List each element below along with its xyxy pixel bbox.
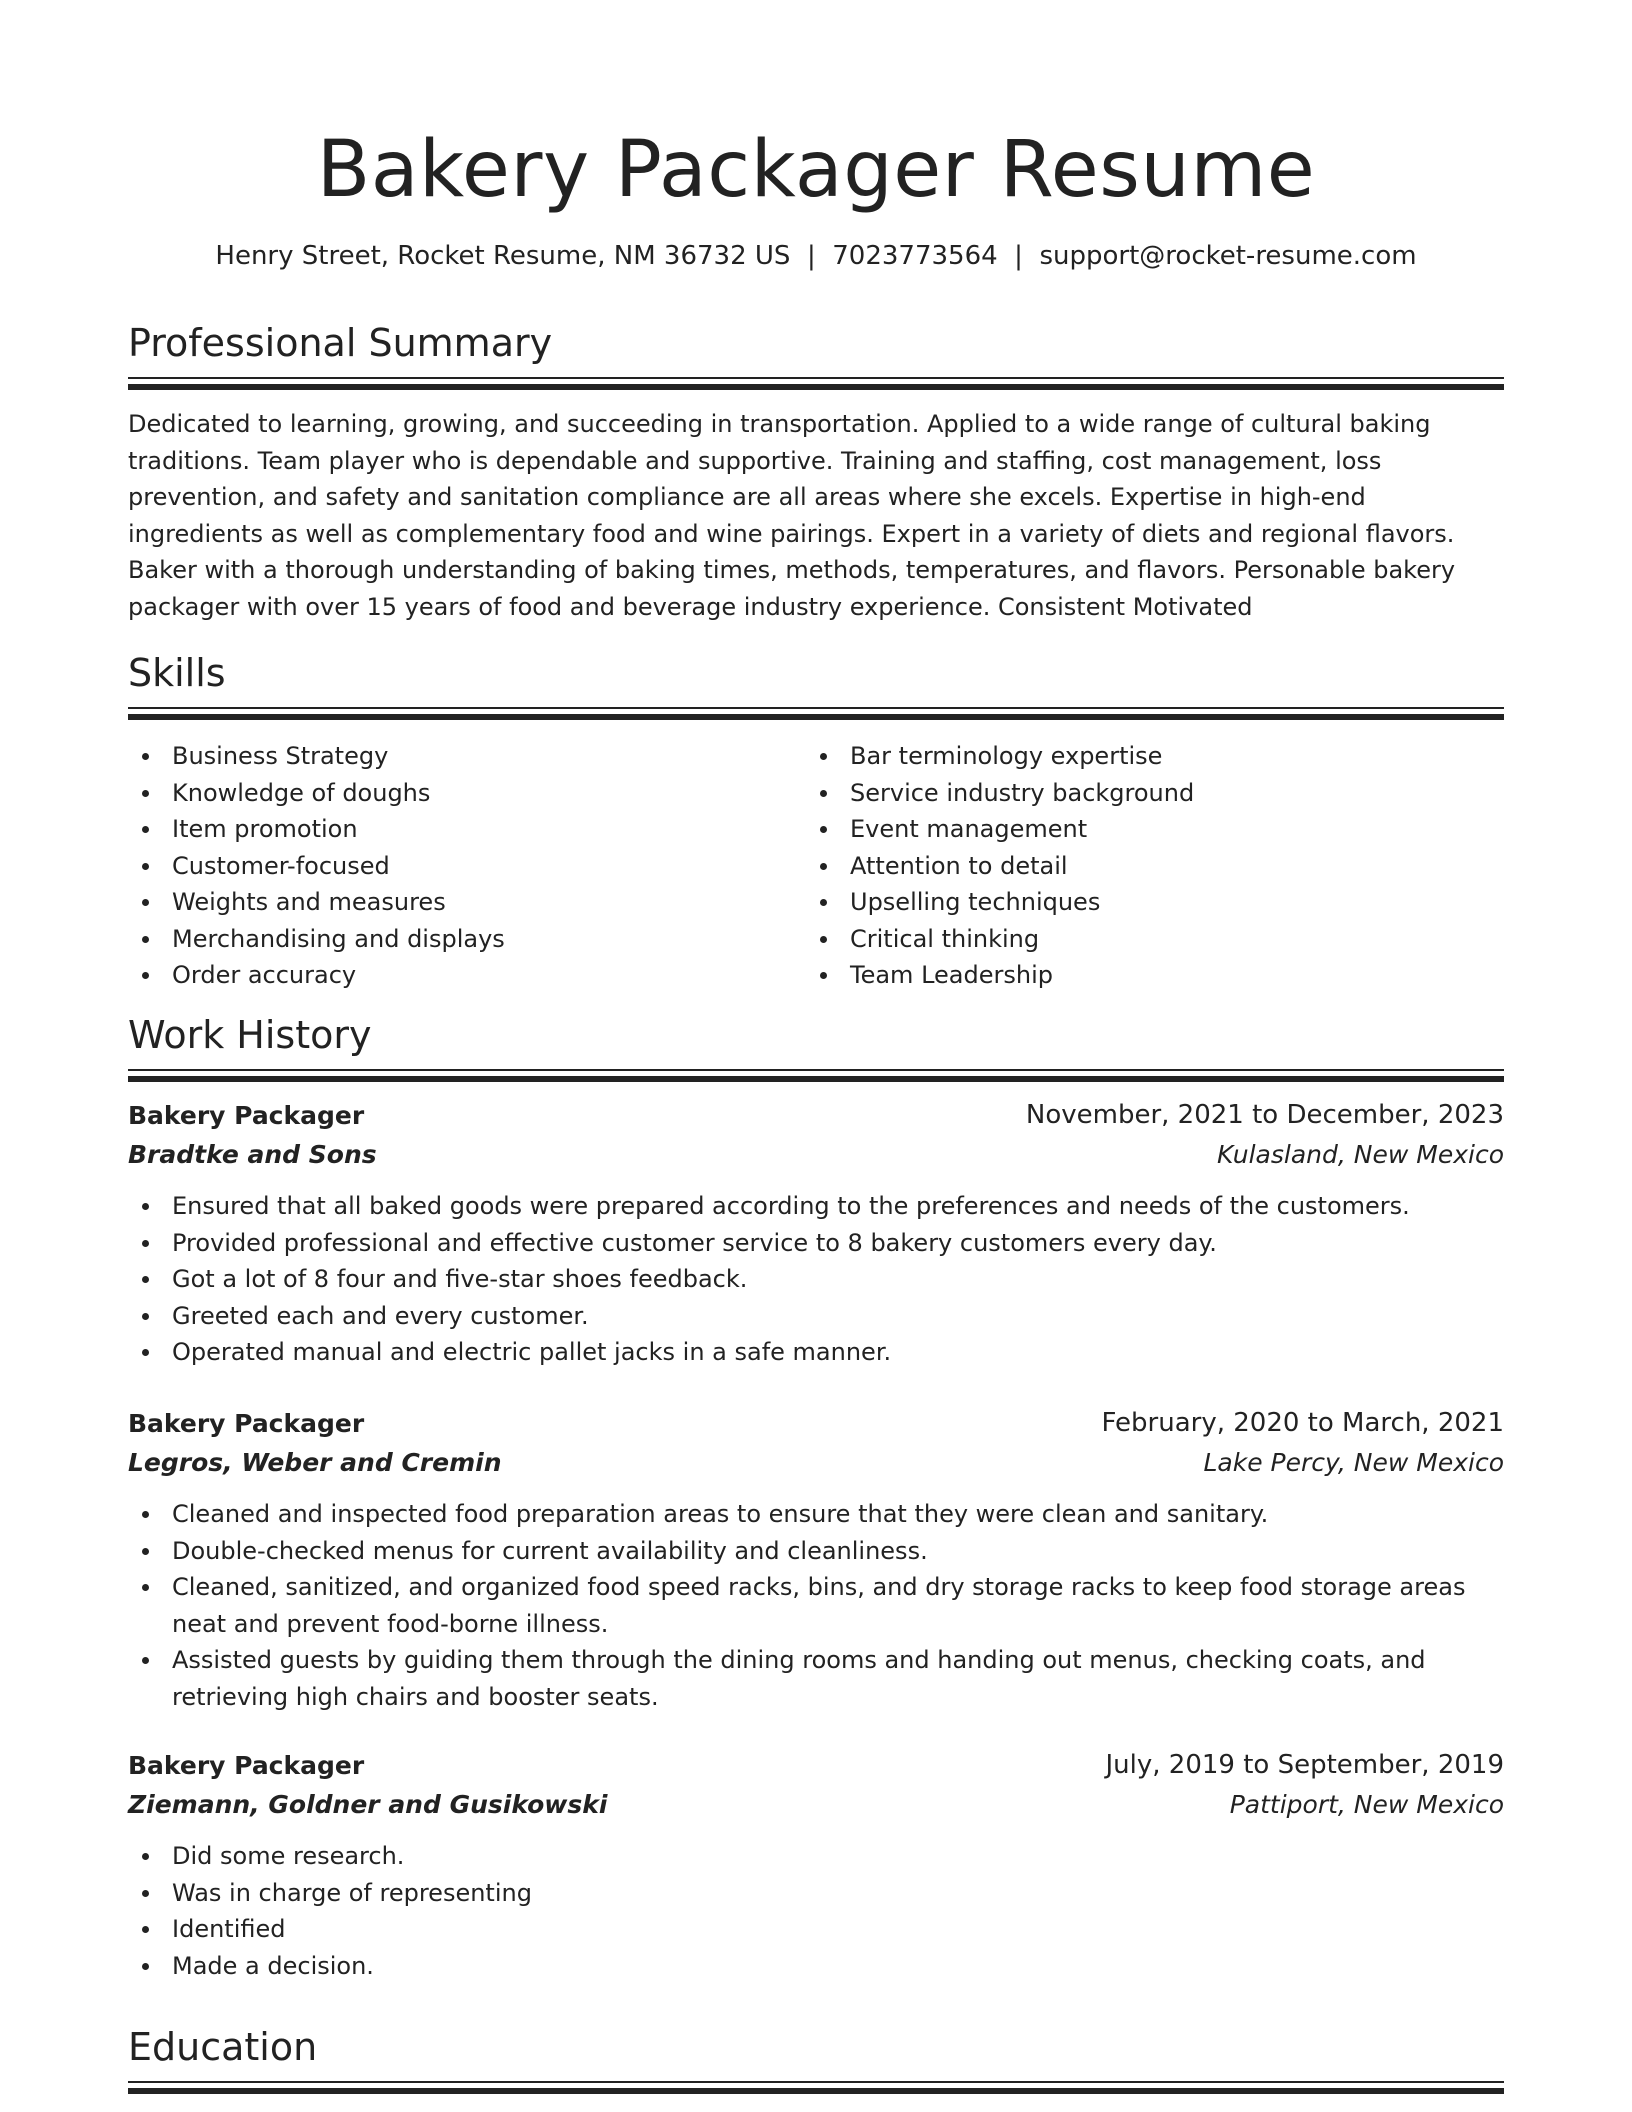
section-divider [128, 707, 1504, 720]
job-bullets [128, 1496, 1504, 1715]
skill-item: Critical thinking [806, 921, 1484, 958]
job-bullet: Cleaned, sanitized, and organized food speed racks, bins, and dry storage racks to keep food storage areas neat and prevent food-borne illness. [128, 1569, 1504, 1642]
job-bullet: Was in charge of representing [128, 1875, 1504, 1912]
job-title: Bakery Packager [128, 1409, 365, 1438]
skill-item: Weights and measures [128, 884, 806, 921]
job-dates: February, 2020 to March, 2021 [1101, 1408, 1504, 1438]
section-heading-skills: Skills [128, 651, 226, 695]
skill-item: Customer-focused [128, 848, 806, 885]
skills-column-right [806, 738, 1484, 994]
skill-item: Item promotion [128, 811, 806, 848]
job-location: Kulasland, New Mexico [1217, 1140, 1504, 1169]
skill-item: Merchandising and displays [128, 921, 806, 958]
skill-item: Order accuracy [128, 957, 806, 994]
job-bullet: Ensured that all baked goods were prepared according to the preferences and needs of the customers. [128, 1188, 1504, 1225]
job-dates: July, 2019 to September, 2019 [1105, 1750, 1504, 1780]
section-divider [128, 1069, 1504, 1082]
job-bullets [128, 1838, 1504, 1984]
job-dates: November, 2021 to December, 2023 [1025, 1100, 1504, 1130]
skill-item: Business Strategy [128, 738, 806, 775]
job-entry [128, 1404, 1504, 1715]
job-company: Legros, Weber and Cremin [128, 1448, 502, 1477]
skill-item: Team Leadership [806, 957, 1484, 994]
job-bullet: Operated manual and electric pallet jacks in a safe manner. [128, 1334, 1504, 1371]
job-title: Bakery Packager [128, 1101, 365, 1130]
resume-title: Bakery Packager Resume [316, 125, 1316, 215]
skill-item: Attention to detail [806, 848, 1484, 885]
skill-item: Upselling techniques [806, 884, 1484, 921]
skill-item: Event management [806, 811, 1484, 848]
job-bullet: Did some research. [128, 1838, 1504, 1875]
skills-column-left [128, 738, 806, 994]
job-bullet: Identified [128, 1911, 1504, 1948]
job-bullet: Assisted guests by guiding them through the dining rooms and handing out menus, checking coats, and retrieving high chairs and booster seats. [128, 1642, 1504, 1715]
job-company: Ziemann, Goldner and Gusikowski [128, 1790, 608, 1819]
skill-item: Service industry background [806, 775, 1484, 812]
section-heading-work-history: Work History [128, 1013, 372, 1057]
summary-text: Dedicated to learning, growing, and succeeding in transportation. Applied to a wide range of cultural baking traditions. Team player who is dependable and supportive. Training and staffing, cost management, loss prevention, and safety and sanitation compliance are all areas where she excels. Expertise in high-end ingredients as well as complementary food and wine pairings. Expert in a variety of diets and regional flavors. Baker with a thorough understanding of baking times, methods, temperatures, and flavors. Personable bakery packager with over 15 years of food and beverage industry experience. Consistent Motivated [128, 410, 1456, 621]
job-location: Lake Percy, New Mexico [1203, 1448, 1504, 1477]
job-bullet: Greeted each and every customer. [128, 1298, 1504, 1335]
job-bullets [128, 1188, 1504, 1371]
job-entry [128, 1746, 1504, 1984]
skills-list [128, 738, 1504, 994]
section-divider [128, 2081, 1504, 2094]
section-divider [128, 377, 1504, 390]
job-title: Bakery Packager [128, 1751, 365, 1780]
skill-item: Bar terminology expertise [806, 738, 1484, 775]
job-bullet: Got a lot of 8 four and five-star shoes feedback. [128, 1261, 1504, 1298]
job-bullet: Cleaned and inspected food preparation areas to ensure that they were clean and sanitary. [128, 1496, 1504, 1533]
skill-item: Knowledge of doughs [128, 775, 806, 812]
job-bullet: Double-checked menus for current availability and cleanliness. [128, 1533, 1504, 1570]
job-company: Bradtke and Sons [128, 1140, 377, 1169]
job-bullet: Provided professional and effective customer service to 8 bakery customers every day. [128, 1225, 1504, 1262]
section-heading-summary: Professional Summary [128, 321, 553, 365]
section-heading-education: Education [128, 2025, 318, 2069]
job-entry [128, 1096, 1504, 1371]
job-location: Pattiport, New Mexico [1229, 1790, 1504, 1819]
job-bullet: Made a decision. [128, 1948, 1504, 1985]
contact-line: Henry Street, Rocket Resume, NM 36732 US | 7023773564 | support@rocket-resume.com [215, 241, 1417, 271]
